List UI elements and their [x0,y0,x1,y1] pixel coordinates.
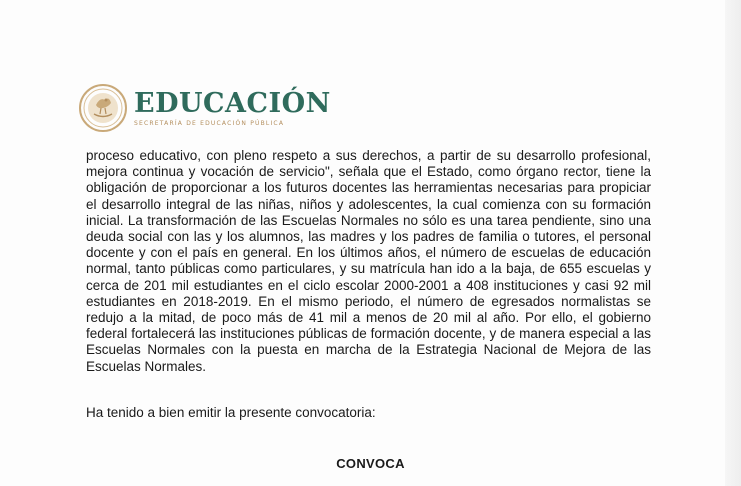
page-edge [725,0,741,486]
brand-title: EDUCACIÓN [134,88,331,119]
closing-line: Ha tenido a bien emitir la presente convocatoria: [86,405,376,420]
brand-subtitle: SECRETARÍA DE EDUCACIÓN PÚBLICA [134,120,285,127]
letterhead [78,80,331,136]
section-heading: CONVOCA [336,456,405,471]
body-paragraph: proceso educativo, con pleno respeto a sus derechos, a partir de su desarrollo profesional, mejora continua y vocación de servicio", señala que el Estado, como órgano rector, tiene la obligación de proporcionar a los futuros docentes las herramientas necesarias para propiciar el desarrollo integral de las niñas, niños y adolescentes, la cual comienza con su formación inicial. La transformación de las Escuelas Normales no sólo es una tarea pendiente, sino una deuda social con las y los alumnos, las madres y los padres de familia o tutores, el personal docente y con el país en general. En los últimos años, el número de escuelas de educación normal, tanto públicas como particulares, y su matrícula han ido a la baja, de 655 escuelas y cerca de 201 mil estudiantes en el ciclo escolar 2000-2001 a 408 instituciones y casi 92 mil estudiantes en 2018-2019. En el mismo periodo, el número de egresados normalistas se redujo a la mitad, de poco más de 41 mil a menos de 20 mil al año. Por ello, el gobierno federal fortalecerá las instituciones públicas de formación docente, y de manera especial a las Escuelas Normales con la puesta en marcha de la Estrategia Nacional de Mejora de las Escuelas Normales. [86,148,651,374]
national-seal-icon [78,83,128,133]
brand-block [134,89,331,127]
